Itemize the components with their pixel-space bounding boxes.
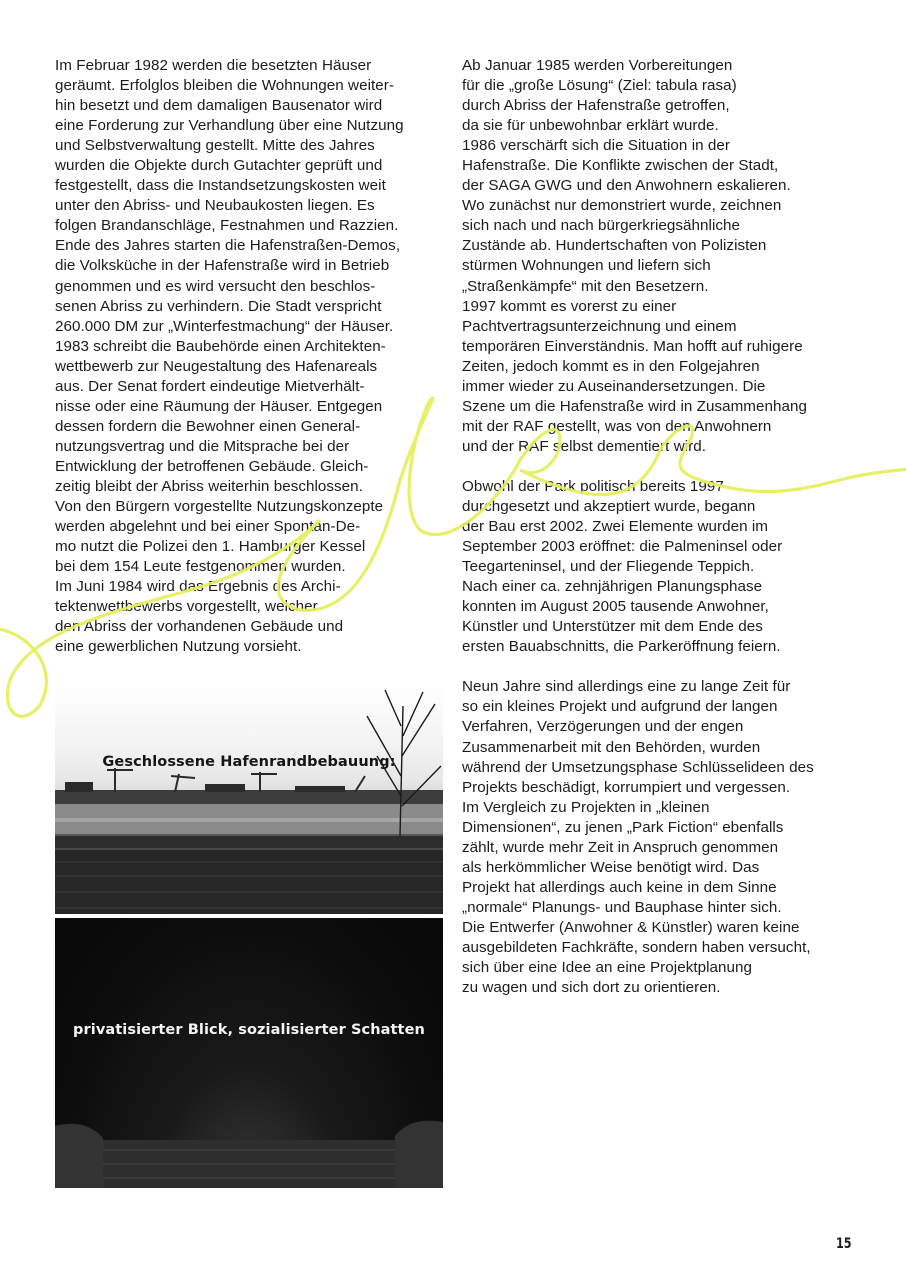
text-line: tektenwettbewerbs vorgestellt, welcher [55,598,318,616]
text-line: der Bau erst 2002. Zwei Elemente wurden im [462,518,768,536]
text-line: geräumt. Erfolglos bleiben die Wohnungen weiter- [55,77,394,95]
text-line: nutzungsvertrag und die Mitsprache bei der [55,437,350,455]
text-line: wettbewerb zur Neugestaltung des Hafenareals [55,357,378,375]
text-line: so ein kleines Projekt und aufgrund der langen [462,698,778,716]
text-line: 1983 schreibt die Baubehörde einen Architekten- [55,337,386,355]
text-line: Obwohl der Park politisch bereits 1997 [462,477,724,495]
text-line: und der RAF selbst dementiert wird. [462,437,707,455]
text-line: Projekt hat allerdings auch keine in dem Sinne [462,878,777,896]
text-line: Nach einer ca. zehnjährigen Planungsphase [462,578,763,596]
text-line: werden abgelehnt und bei einer Spontan-De- [55,518,361,536]
text-line: zu wagen und sich dort zu orientieren. [462,979,721,997]
text-line: zeitig bleibt der Abriss weiterhin beschlossen. [55,477,363,495]
text-line: „normale“ Planungs- und Bauphase hinter sich. [462,898,782,916]
text-line: während der Umsetzungsphase Schlüsselideen des [462,758,814,776]
text-line: Zustände ab. Hundertschaften von Polizisten [462,237,767,255]
text-line: der SAGA GWG und den Anwohnern eskalieren. [462,177,791,195]
page-number: 15 [836,1236,852,1252]
text-line: Im Juni 1984 wird das Ergebnis des Archi- [55,578,341,596]
paragraph-gap [462,457,852,477]
text-line: ersten Bauabschnitts, die Parkeröffnung feiern. [462,638,781,656]
text-line: durch Abriss der Hafenstraße getroffen, [462,97,730,115]
text-line: bei dem 154 Leute festgenommen wurden. [55,558,346,576]
text-line: Im Februar 1982 werden die besetzten Häuser [55,57,372,74]
text-line: wurden die Objekte durch Gutachter geprüft und [55,157,383,175]
text-line: Künstler und Unterstützer mit dem Ende des [462,618,763,636]
paragraph-gap [462,657,852,677]
text-line: dessen fordern die Bewohner einen General- [55,417,361,435]
harbor-photo [55,686,443,914]
text-line: Dimensionen“, zu jenen „Park Fiction“ ebenfalls [462,818,784,836]
text-line: September 2003 eröffnet: die Palmeninsel oder [462,538,783,556]
text-line: Entwicklung der betroffenen Gebäude. Gleich- [55,457,369,475]
text-line: folgen Brandanschläge, Festnahmen und Razzien. [55,217,399,235]
text-line: sich über eine Idee an eine Projektplanung [462,959,753,977]
text-line: Zeiten, jedoch kommt es in den Folgejahren [462,357,760,375]
dark-street-photo [55,918,443,1188]
text-line: „Straßenkämpfe“ mit den Besetzern. [462,277,709,295]
text-line: Von den Bürgern vorgestellte Nutzungskonzepte [55,498,384,516]
dark-street-photo-caption: privatisierter Blick, sozialisierter Schatten [73,1022,425,1038]
text-line: für die „große Lösung“ (Ziel: tabula rasa) [462,77,737,95]
text-line: konnten im August 2005 tausende Anwohner, [462,598,769,616]
text-line: mit der RAF gestellt, was von den Anwohnern [462,417,772,435]
text-line: sich nach und nach bürgerkriegsähnliche [462,217,741,235]
text-line: temporären Einverständnis. Man hofft auf ruhigere [462,337,803,355]
text-line: nisse oder eine Räumung der Häuser. Entgegen [55,397,383,415]
text-line: und Selbstverwaltung gestellt. Mitte des Jahres [55,137,375,155]
left-text-column [55,56,445,657]
text-line: genommen und es wird versucht den beschlos- [55,277,376,295]
text-line: Zusammenarbeit mit den Behörden, wurden [462,738,761,756]
text-line: 260.000 DM zur „Winterfestmachung“ der Häuser. [55,317,394,335]
text-line: festgestellt, dass die Instandsetzungskosten weit [55,177,386,195]
dark-street-photo-illustration [55,918,443,1188]
text-line: Projekts beschädigt, korrumpiert und vergessen. [462,778,791,796]
text-line: Teegarteninsel, und der Fliegende Teppich. [462,558,755,576]
text-line: Hafenstraße. Die Konflikte zwischen der Stadt, [462,157,779,175]
text-line: eine Forderung zur Verhandlung über eine Nutzung [55,117,404,135]
text-line: als herkömmlicher Weise benötigt wird. Das [462,858,760,876]
text-line: Pachtvertragsunterzeichnung und einem [462,317,737,335]
text-line: senen Abriss zu verhindern. Die Stadt verspricht [55,297,382,315]
right-text-column [462,56,852,998]
text-line: eine gewerblichen Nutzung vorsieht. [55,638,302,656]
text-line: Wo zunächst nur demonstriert wurde, zeichnen [462,197,782,215]
text-line: hin besetzt und dem damaligen Bausenator wird [55,97,383,115]
text-line: Ab Januar 1985 werden Vorbereitungen [462,57,733,74]
text-line: aus. Der Senat fordert eindeutige Mietverhält- [55,377,365,395]
text-line: immer wieder zu Auseinandersetzungen. Die [462,377,766,395]
text-line: zählt, wurde mehr Zeit in Anspruch genommen [462,838,779,856]
text-line: ausgebildeten Fachkräfte, sondern haben versucht, [462,938,811,956]
harbor-photo-illustration [55,686,443,914]
text-line: 1986 verschärft sich die Situation in der [462,137,730,155]
text-line: Die Entwerfer (Anwohner & Künstler) waren keine [462,918,800,936]
text-line: unter den Abriss- und Neubaukosten liegen. Es [55,197,375,215]
text-line: stürmen Wohnungen und liefern sich [462,257,711,275]
text-line: da sie für unbewohnbar erklärt wurde. [462,117,719,135]
text-line: die Volksküche in der Hafenstraße wird in Betrieb [55,257,390,275]
text-line: mo nutzt die Polizei den 1. Hamburger Kessel [55,538,366,556]
text-line: Szene um die Hafenstraße wird in Zusammenhang [462,397,807,415]
text-line: den Abriss der vorhandenen Gebäude und [55,618,344,636]
text-line: 1997 kommt es vorerst zu einer [462,297,677,315]
text-line: Verfahren, Verzögerungen und der engen [462,718,744,736]
text-line: durchgesetzt und akzeptiert wurde, begann [462,497,756,515]
text-line: Ende des Jahres starten die Hafenstraßen-Demos, [55,237,401,255]
text-line: Im Vergleich zu Projekten in „kleinen [462,798,710,816]
harbor-photo-caption: Geschlossene Hafenrandbebauung: [102,754,396,770]
text-line: Neun Jahre sind allerdings eine zu lange Zeit für [462,678,791,696]
